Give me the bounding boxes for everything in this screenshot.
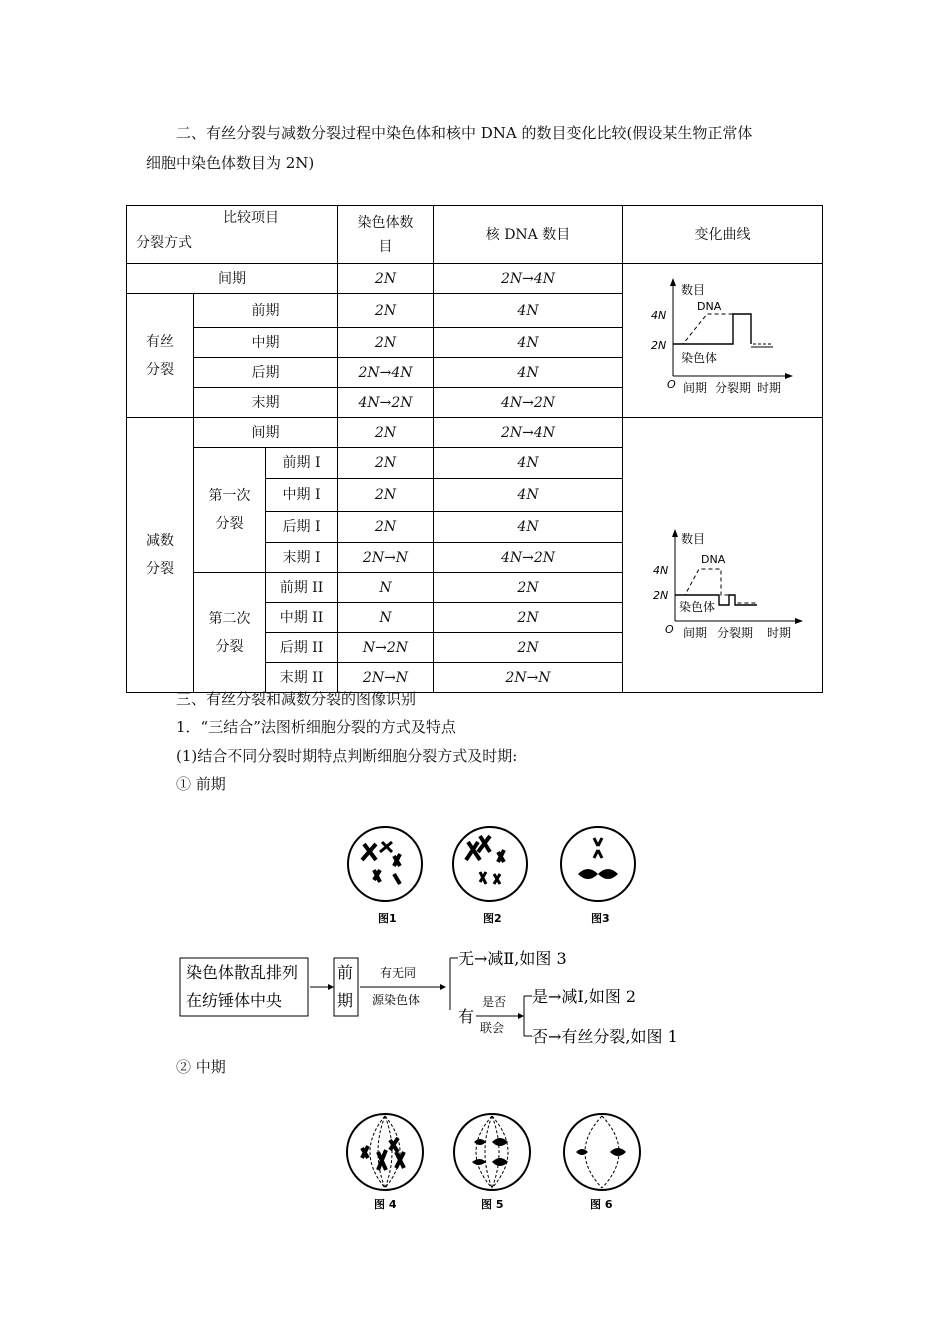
graph-tick-4n: 4N xyxy=(651,309,667,322)
chromosome xyxy=(374,870,380,882)
prophase-heading: ① 前期 xyxy=(176,775,226,793)
meiosis-first-label xyxy=(194,448,266,573)
chromosome-pair xyxy=(466,836,490,860)
header-chromosome-count-l1: 染色体数 xyxy=(357,214,414,231)
meiosis-group-l1: 减数 xyxy=(146,533,174,549)
mitosis-row-chrom: 2N xyxy=(338,328,434,358)
header-curve: 变化曲线 xyxy=(623,206,823,264)
cell-membrane xyxy=(348,827,422,901)
question-2-line-1: 是否 xyxy=(482,995,507,1009)
mitosis-row-chrom: 2N xyxy=(338,294,434,328)
meiosis-row-dna: 2N xyxy=(434,633,623,663)
arrow-head xyxy=(440,984,446,990)
mitosis-group-l2: 分裂 xyxy=(146,361,174,378)
mitosis-row-dna: 4N xyxy=(434,328,623,358)
graph-x-interphase: 间期 xyxy=(683,381,708,395)
chromosome-curve xyxy=(673,314,751,344)
chromosome xyxy=(394,854,400,884)
graph-chrom-label: 染色体 xyxy=(679,599,716,614)
graph-x-time: 时期 xyxy=(767,625,792,640)
header-compare-item: 比较项目 xyxy=(223,209,279,226)
arrow-head xyxy=(518,1013,524,1019)
meiosis-row-dna: 4N xyxy=(434,479,623,512)
meiosis-change-graph xyxy=(623,453,822,653)
chromosome xyxy=(380,842,392,852)
spindle xyxy=(476,1116,508,1188)
header-chromosome-count-l2: 目 xyxy=(378,238,393,255)
meiosis-row-label: 后期 II xyxy=(266,633,338,663)
graph-tick-2n: 2N xyxy=(651,339,667,352)
meiosis-row-label: 前期 II xyxy=(266,573,338,603)
has-homolog-label: 有 xyxy=(458,1007,475,1026)
chromosome xyxy=(578,869,618,879)
graph-origin: O xyxy=(665,622,674,636)
graph-chrom-label: 染色体 xyxy=(681,351,718,365)
header-division-mode: 分裂方式 xyxy=(136,234,192,251)
mitosis-interphase-label: 间期 xyxy=(127,264,338,294)
mitosis-change-graph xyxy=(623,264,822,412)
mitosis-row-label: 前期 xyxy=(194,294,338,328)
no-homolog-branch: 无→减Ⅱ,如图 3 xyxy=(458,949,567,968)
metaphase-figures xyxy=(340,1110,650,1214)
y-axis-arrow xyxy=(670,278,676,286)
meiosis-row-chrom: N xyxy=(338,573,434,603)
condition-box-line-1: 染色体散乱排列 xyxy=(186,963,299,982)
meiosis-row-dna: 2N xyxy=(434,573,623,603)
question-2-line-2: 联会 xyxy=(480,1021,505,1035)
meiosis-row-chrom: 2N xyxy=(338,512,434,543)
meiosis-row-dna: 4N→2N xyxy=(434,543,623,573)
meiosis-second-label xyxy=(194,573,266,693)
figure-5-label: 图 5 xyxy=(481,1198,504,1211)
meiosis-row-chrom: 2N→N xyxy=(338,663,434,693)
mitosis-row-label: 后期 xyxy=(194,358,338,388)
meiosis-interphase-chrom: 2N xyxy=(338,418,434,448)
synapsis-no-branch: 否→有丝分裂,如图 1 xyxy=(532,1027,678,1046)
cell-membrane xyxy=(561,827,635,901)
meiosis-graph-cell xyxy=(623,418,823,693)
chromosome xyxy=(362,844,376,860)
meiosis-second-l2: 分裂 xyxy=(215,638,244,655)
figure-1 xyxy=(348,827,422,901)
prophase-flowchart xyxy=(176,944,696,1056)
meiosis-row-dna: 4N xyxy=(434,448,623,479)
meiosis-row-label: 末期 I xyxy=(266,543,338,573)
graph-origin: O xyxy=(667,378,676,391)
meiosis-row-chrom: 2N→N xyxy=(338,543,434,573)
mitosis-graph-cell xyxy=(623,264,823,418)
meiosis-row-chrom: N→2N xyxy=(338,633,434,663)
prophase-figures xyxy=(340,822,640,928)
section-2-line-1: 二、有丝分裂与减数分裂过程中染色体和核中 DNA 的数目变化比较(假设某生物正常体 xyxy=(176,124,753,142)
figure-6-label: 图 6 xyxy=(590,1198,613,1211)
meiosis-interphase-label: 间期 xyxy=(194,418,338,448)
figure-1-label: 图1 xyxy=(378,912,397,925)
question-1-line-2: 源染色体 xyxy=(372,993,421,1007)
mitosis-interphase-dna: 2N→4N xyxy=(434,264,623,294)
chromosome xyxy=(498,850,504,862)
meiosis-row-dna: 2N→N xyxy=(434,663,623,693)
cell-membrane xyxy=(454,1114,530,1190)
meiosis-row-label: 末期 II xyxy=(266,663,338,693)
synapsis-yes-branch: 是→减Ⅰ,如图 2 xyxy=(532,987,637,1006)
figure-3-label: 图3 xyxy=(591,912,610,925)
meiosis-row-dna: 4N xyxy=(434,512,623,543)
question-1-line-1: 有无同 xyxy=(380,966,417,980)
mitosis-group-l1: 有丝 xyxy=(146,333,174,350)
graph-y-label: 数目 xyxy=(681,531,706,546)
figure-6 xyxy=(564,1114,640,1190)
metaphase-heading: ② 中期 xyxy=(176,1058,226,1076)
meiosis-interphase-dna: 2N→4N xyxy=(434,418,623,448)
mitosis-row-label: 末期 xyxy=(194,388,338,418)
meiosis-second-l1: 第二次 xyxy=(208,610,251,627)
meiosis-row-dna: 2N xyxy=(434,603,623,633)
cell-membrane xyxy=(564,1114,640,1190)
prophase-box-line-1: 前 xyxy=(337,963,354,982)
graph-x-time: 时期 xyxy=(757,381,782,395)
graph-x-division: 分裂期 xyxy=(717,625,754,640)
meiosis-row-chrom: N xyxy=(338,603,434,633)
dna-curve-tail xyxy=(748,314,773,344)
meiosis-row-label: 中期 I xyxy=(266,479,338,512)
graph-dna-label: DNA xyxy=(697,300,722,313)
header-chromosome-count xyxy=(338,206,434,264)
graph-tick-2n: 2N xyxy=(653,588,669,602)
arrow-head xyxy=(328,984,334,990)
x-axis-arrow xyxy=(795,618,803,624)
graph-tick-4n: 4N xyxy=(653,563,669,577)
mitosis-row-dna: 4N→2N xyxy=(434,388,623,418)
chromosome xyxy=(594,838,602,858)
graph-y-label: 数目 xyxy=(681,283,706,297)
mitosis-interphase-chrom: 2N xyxy=(338,264,434,294)
section-3-item-1: 1．“三结合”法图析细胞分裂的方式及特点 xyxy=(176,718,456,736)
dna-curve-dashed xyxy=(675,569,757,603)
figure-4-label: 图 4 xyxy=(374,1198,397,1211)
mitosis-row-chrom: 4N→2N xyxy=(338,388,434,418)
prophase-box-line-2: 期 xyxy=(337,991,354,1010)
comparison-table xyxy=(126,205,823,693)
figure-2-label: 图2 xyxy=(483,912,502,925)
section-3-item-1-1: (1)结合不同分裂时期特点判断细胞分裂方式及时期: xyxy=(176,747,518,765)
meiosis-first-l1: 第一次 xyxy=(208,488,251,504)
meiosis-row-label: 中期 II xyxy=(266,603,338,633)
mitosis-row-dna: 4N xyxy=(434,294,623,328)
meiosis-row-label: 后期 I xyxy=(266,512,338,543)
meiosis-group-label xyxy=(127,418,194,693)
section-2-line-2: 细胞中染色体数目为 2N) xyxy=(146,154,315,172)
mitosis-row-dna: 4N xyxy=(434,358,623,388)
meiosis-row-chrom: 2N xyxy=(338,479,434,512)
meiosis-row-label: 前期 I xyxy=(266,448,338,479)
dna-curve-dashed xyxy=(673,314,748,344)
header-dna-count: 核 DNA 数目 xyxy=(434,206,623,264)
y-axis-arrow xyxy=(672,529,678,537)
meiosis-first-l2: 分裂 xyxy=(215,516,244,532)
chromosome-pair xyxy=(480,872,500,884)
figure-3 xyxy=(561,827,635,901)
figure-5 xyxy=(454,1114,530,1190)
graph-x-division: 分裂期 xyxy=(715,381,752,395)
mitosis-row-chrom: 2N→4N xyxy=(338,358,434,388)
header-diagonal-cell xyxy=(127,206,338,264)
x-axis-arrow xyxy=(785,373,793,379)
mitosis-group-label xyxy=(127,294,194,418)
graph-x-interphase: 间期 xyxy=(683,625,708,640)
section-3-title: 三、有丝分裂和减数分裂的图像识别 xyxy=(176,690,417,708)
graph-dna-label: DNA xyxy=(701,552,726,566)
mitosis-row-label: 中期 xyxy=(194,328,338,358)
figure-4 xyxy=(347,1114,423,1190)
chromosomes xyxy=(576,1148,626,1156)
chromosomes xyxy=(362,1138,404,1170)
figure-2 xyxy=(453,827,527,901)
meiosis-group-l2: 分裂 xyxy=(146,561,174,577)
condition-box-line-2: 在纺锤体中央 xyxy=(186,991,283,1010)
meiosis-row-chrom: 2N xyxy=(338,448,434,479)
chromosome-tetrads xyxy=(472,1138,508,1166)
